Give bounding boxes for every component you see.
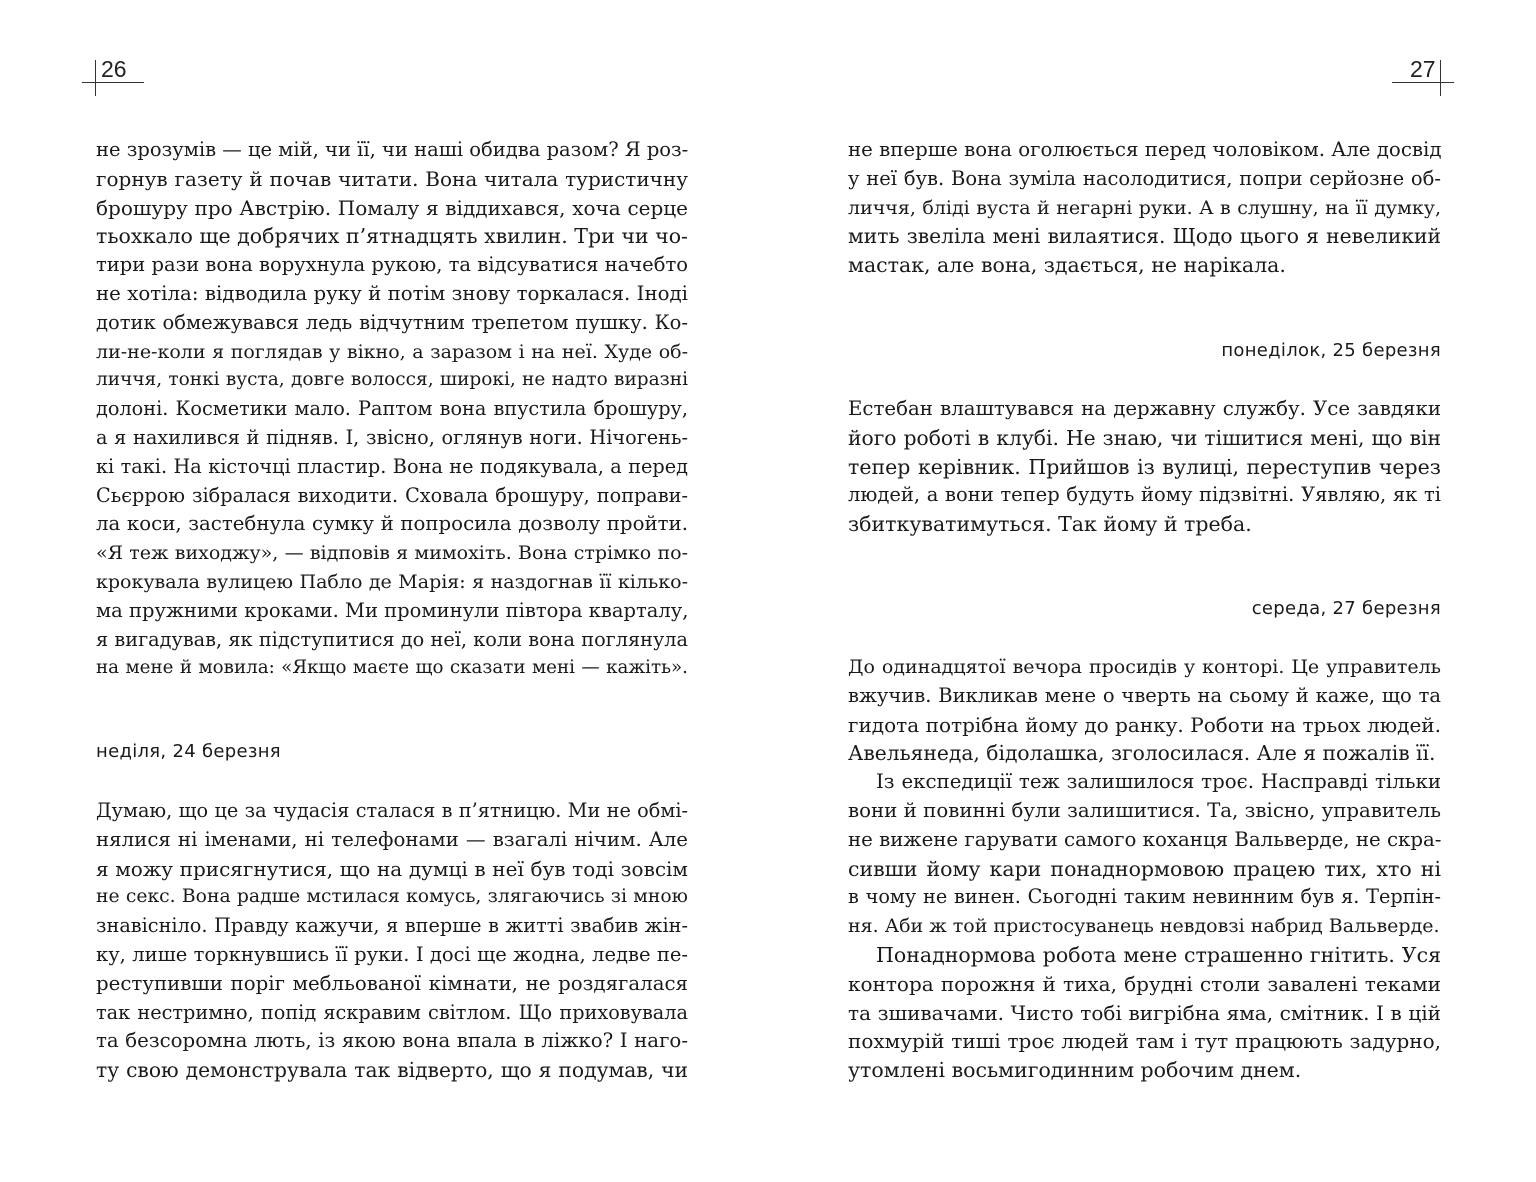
text-line: не хотіла: відводила руку й потім знову торкалася. Іноді	[96, 281, 688, 305]
text-line: у неї був. Вона зуміла насолодитися, попри серйозне об-	[848, 166, 1441, 190]
text-line: гидота потрібна йому до ранку. Роботи на трьох людей.	[848, 712, 1441, 737]
right-text-block-3	[848, 653, 1441, 1085]
text-line: та зшивачами. Чисто тобі вигрібна яма, смітник. І в цій	[848, 1000, 1441, 1025]
diary-date-heading: неділя, 24 березня	[96, 741, 281, 762]
text-line: брошуру про Австрію. Помалу я віддихався, хоча серце	[96, 195, 688, 220]
text-line: тьохкало ще добрячих п’ятнадцять хвилин. Три чи чо-	[96, 224, 688, 249]
text-line: мастак, але вона, здається, не нарікала.	[848, 253, 1286, 278]
text-line: не зрозумів — це мій, чи її, чи наші обидва разом? Я роз-	[96, 138, 689, 161]
diary-date-heading: середа, 27 березня	[1251, 598, 1441, 619]
text-line: мить звеліла мені вилаятися. Щодо цього я невеликий	[848, 224, 1441, 249]
text-line: на мене й мовила: «Якщо маєте що сказати мені — кажіть».	[96, 657, 688, 679]
text-line: Понаднормова робота мене страшенно гнітить. Уся	[876, 942, 1441, 967]
text-line: не вперше вона оголюється перед чоловіком. Але досвід	[848, 138, 1442, 161]
text-line: а я нахилився й підняв. І, звісно, оглянув ноги. Нічогень-	[96, 425, 688, 449]
text-line: сивши йому кари понаднормовою працею тих, хто ні	[848, 856, 1441, 881]
text-line: контора порожня й тиха, брудні столи завалені теками	[848, 971, 1441, 996]
text-line: не секс. Вона радше мстилася комусь, злягаючись зі мною	[96, 886, 688, 908]
text-line: дотик обмежувався ледь відчутним трепетом пушку. Ко-	[96, 310, 688, 334]
text-line: Із експедиції теж залишилося троє. Насправді тільки	[876, 770, 1441, 794]
text-line: кі такі. На кісточці пластир. Вона не подякувала, а перед	[96, 454, 688, 478]
text-line: його роботі в клубі. Не знаю, чи тішитися мені, що він	[848, 425, 1441, 450]
text-line: Думаю, що це за чудасія сталася в п’ятницю. Ми не обмі-	[96, 799, 688, 822]
page-number: 27	[1410, 56, 1436, 82]
text-line: так нестримно, попід яскравим світлом. Що приховувала	[96, 1000, 688, 1024]
text-line: Сьєррою зібралася виходити. Сховала брошуру, поправи-	[96, 483, 688, 507]
text-line: ку, лише торкнувшись її руки. І досі ще жодна, ледве пе-	[96, 942, 688, 966]
text-line: личчя, тонкі вуста, довге волосся, широкі, не надто виразні	[96, 369, 688, 391]
text-line: похмурій тиші троє людей там і тут працюють задурно,	[848, 1029, 1441, 1054]
text-line: долоні. Косметики мало. Раптом вона впустила брошуру,	[96, 397, 688, 421]
right-text-block-1	[848, 136, 1441, 280]
text-line: ма пружними кроками. Ми проминули півтора кварталу,	[96, 598, 689, 622]
left-text-block-1	[96, 136, 688, 683]
page-corner-rule	[95, 60, 96, 96]
right-page	[768, 0, 1536, 1182]
text-line: нялися ні іменами, ні телефонами — взагалі нічим. Але	[96, 827, 688, 851]
text-line: не вижене гарувати самого коханця Вальверде, не скра-	[848, 827, 1442, 851]
text-line: Авельянеда, бідолашка, зголосилася. Але я пожалів її.	[848, 741, 1436, 766]
text-line: реступивши поріг мебльованої кімнати, не роздягалася	[96, 971, 688, 995]
text-line: я можу присягнутися, що на думці в неї був тоді зовсім	[96, 856, 688, 881]
right-text-block-2	[848, 395, 1441, 539]
text-line: вони й повинні були залишитися. Та, звісно, управитель	[848, 798, 1441, 822]
page-number: 26	[101, 56, 127, 82]
text-line: тепер керівник. Прийшов із вулиці, переступив через	[848, 454, 1441, 479]
text-line: вжучив. Викликав мене о чверть на сьому й каже, що та	[848, 683, 1441, 707]
text-line: я вигадував, як підступитися до неї, коли вона поглянула	[96, 627, 688, 651]
left-text-block-2	[96, 797, 688, 1085]
text-line: крокувала вулицею Пабло де Марія: я наздогнав її кілько-	[96, 570, 688, 593]
text-line: личчя, бліді вуста й негарні руки. А в слушну, на її думку,	[848, 196, 1441, 219]
text-line: Естебан влаштувався на державну службу. Усе завдяки	[848, 397, 1441, 420]
text-line: ня. Аби ж той пристосуванець невдовзі набрид Вальверде.	[848, 915, 1440, 938]
text-line: До одинадцятої вечора просидів у конторі. Це управитель	[848, 656, 1441, 678]
text-line: ла коси, застебнула сумку й попросила дозволу пройти.	[96, 512, 688, 536]
text-line: тири рази вона ворухнула рукою, та відсуватися начебто	[96, 253, 688, 277]
text-line: та безсоромна лють, із якою вона впала в ліжко? І наго-	[96, 1029, 688, 1053]
page-corner-rule	[1440, 60, 1441, 96]
text-line: «Я теж виходжу», — відповів я мимохіть. Вона стрімко по-	[96, 542, 688, 565]
text-line: знавісніло. Правду кажучи, я вперше в житті звабив жін-	[96, 914, 688, 938]
text-line: ту свою демонструвала так відверто, що я подумав, чи	[96, 1058, 688, 1083]
text-line: горнув газету й почав читати. Вона читала туристичну	[96, 166, 688, 191]
text-line: в чому не винен. Сьогодні таким невинним був я. Терпін-	[848, 885, 1441, 909]
text-line: утомлені восьмигодинним робочим днем.	[848, 1058, 1302, 1083]
diary-date-heading: понеділок, 25 березня	[1221, 340, 1441, 361]
text-line: збиткуватимуться. Так йому й треба.	[848, 512, 1252, 537]
text-line: людей, а вони тепер будуть йому підзвітні. Уявляю, як ті	[848, 483, 1441, 507]
text-line: ли-не-коли я поглядав у вікно, а заразом і на неї. Худе об-	[96, 340, 688, 363]
